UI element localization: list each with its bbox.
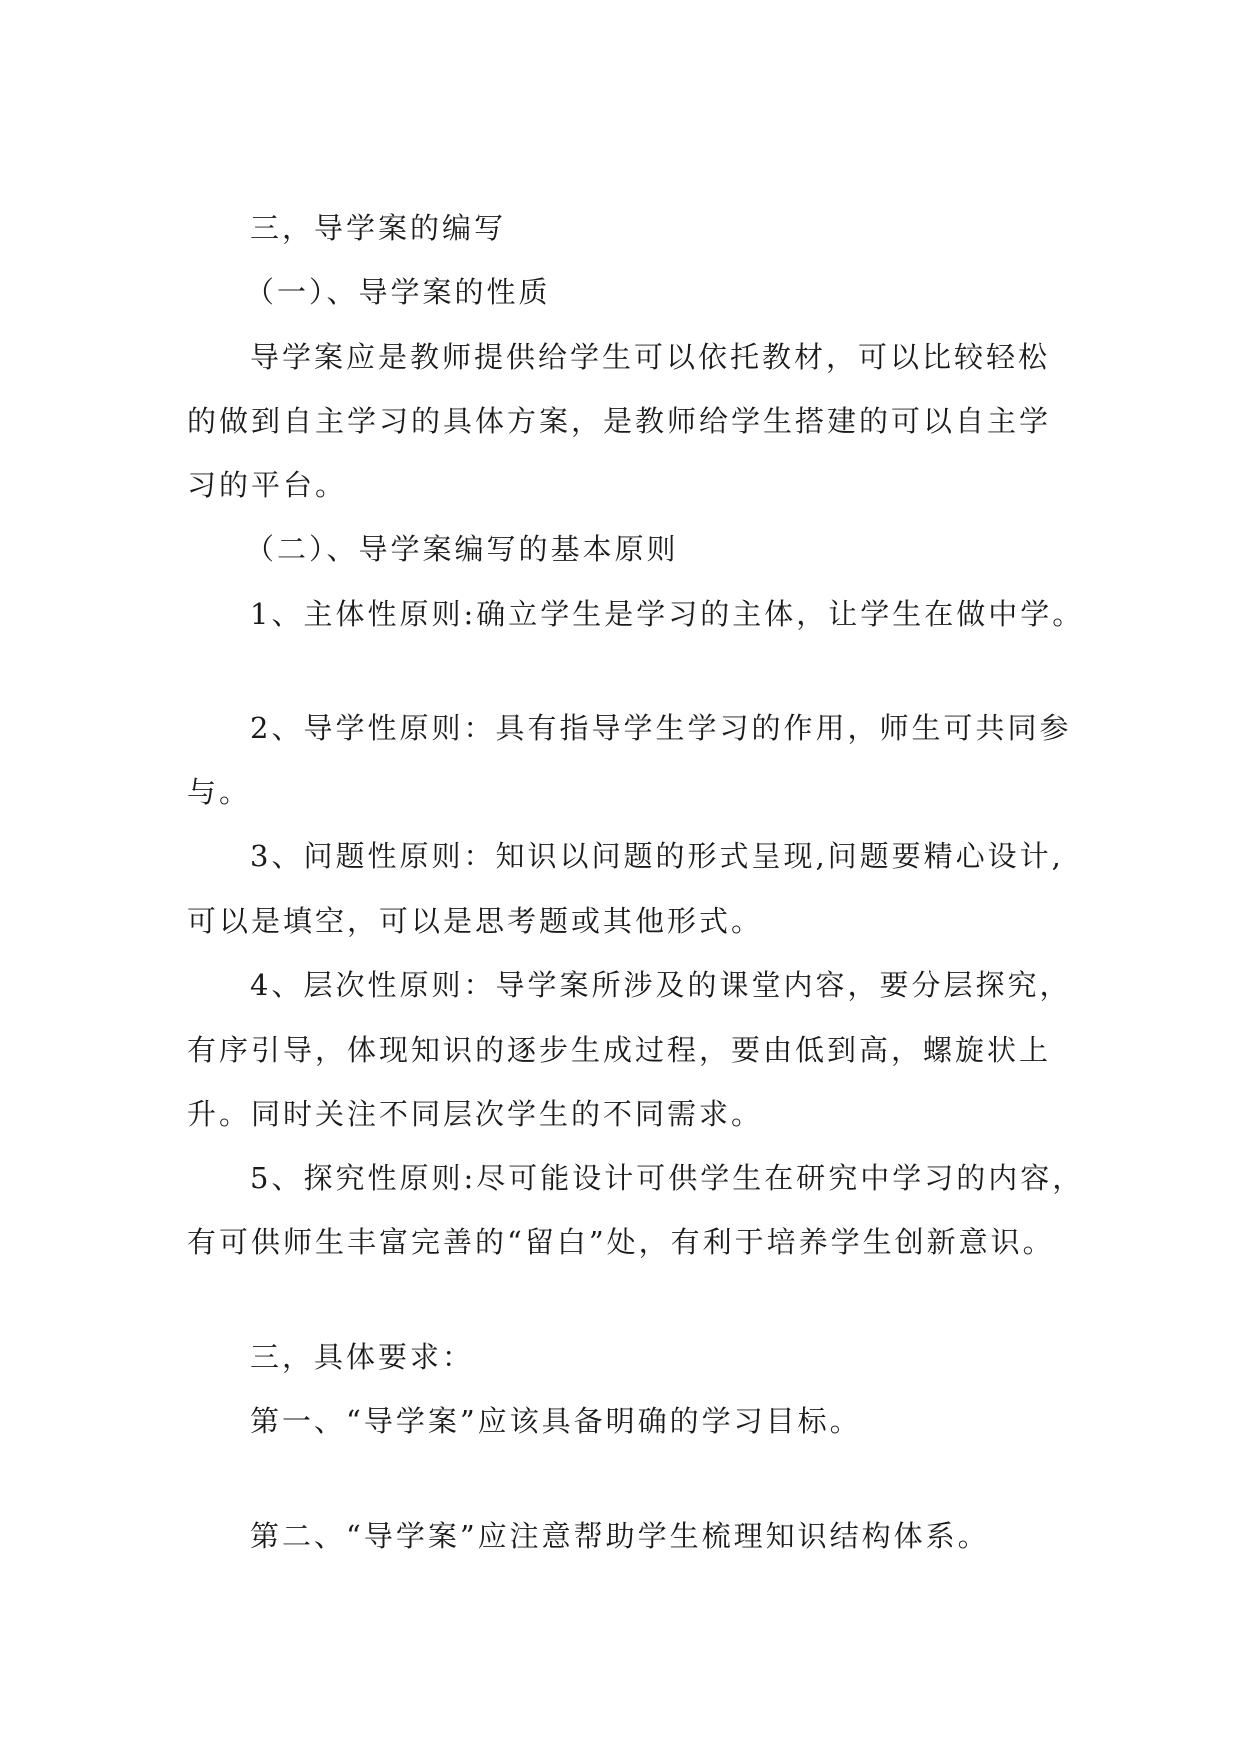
principle-item-1: 1、主体性原则:确立学生是学习的主体，让学生在做中学。: [250, 597, 1085, 631]
paragraph-line: 有可供师生丰富完善的“留白”处，有利于培养学生创新意识。: [187, 1225, 1055, 1259]
subsection-heading-1: （一）、导学案的性质: [245, 275, 551, 309]
paragraph-line: 导学案应是教师提供给学生可以依托教材，可以比较轻松: [250, 340, 1051, 374]
principle-item-3: 3、问题性原则：知识以问题的形式呈现,问题要精心设计,: [250, 839, 1064, 873]
subsection-heading-2: （二）、导学案编写的基本原则: [245, 532, 679, 566]
principle-item-4: 4、层次性原则：导学案所涉及的课堂内容，要分层探究，: [250, 968, 1072, 1002]
paragraph-line: 的做到自主学习的具体方案，是教师给学生搭建的可以自主学: [187, 404, 1052, 438]
section-heading-3: 三，导学案的编写: [250, 211, 507, 245]
requirement-item-2: 第二、“导学案”应注意帮助学生梳理知识结构体系。: [250, 1519, 990, 1553]
section-heading-requirements: 三，具体要求：: [250, 1340, 475, 1374]
paragraph-line: 有序引导，体现知识的逐步生成过程，要由低到高，螺旋状上: [187, 1033, 1052, 1067]
paragraph-line: 可以是填空，可以是思考题或其他形式。: [187, 904, 764, 938]
paragraph-line: 升。同时关注不同层次学生的不同需求。: [187, 1097, 764, 1131]
paragraph-line: 习的平台。: [187, 468, 348, 502]
requirement-item-1: 第一、“导学案”应该具备明确的学习目标。: [250, 1404, 862, 1438]
paragraph-line: 与。: [187, 775, 252, 809]
principle-item-2: 2、导学性原则：具有指导学生学习的作用，师生可共同参: [250, 711, 1072, 745]
principle-item-5: 5、探究性原则:尽可能设计可供学生在研究中学习的内容，: [250, 1161, 1085, 1195]
